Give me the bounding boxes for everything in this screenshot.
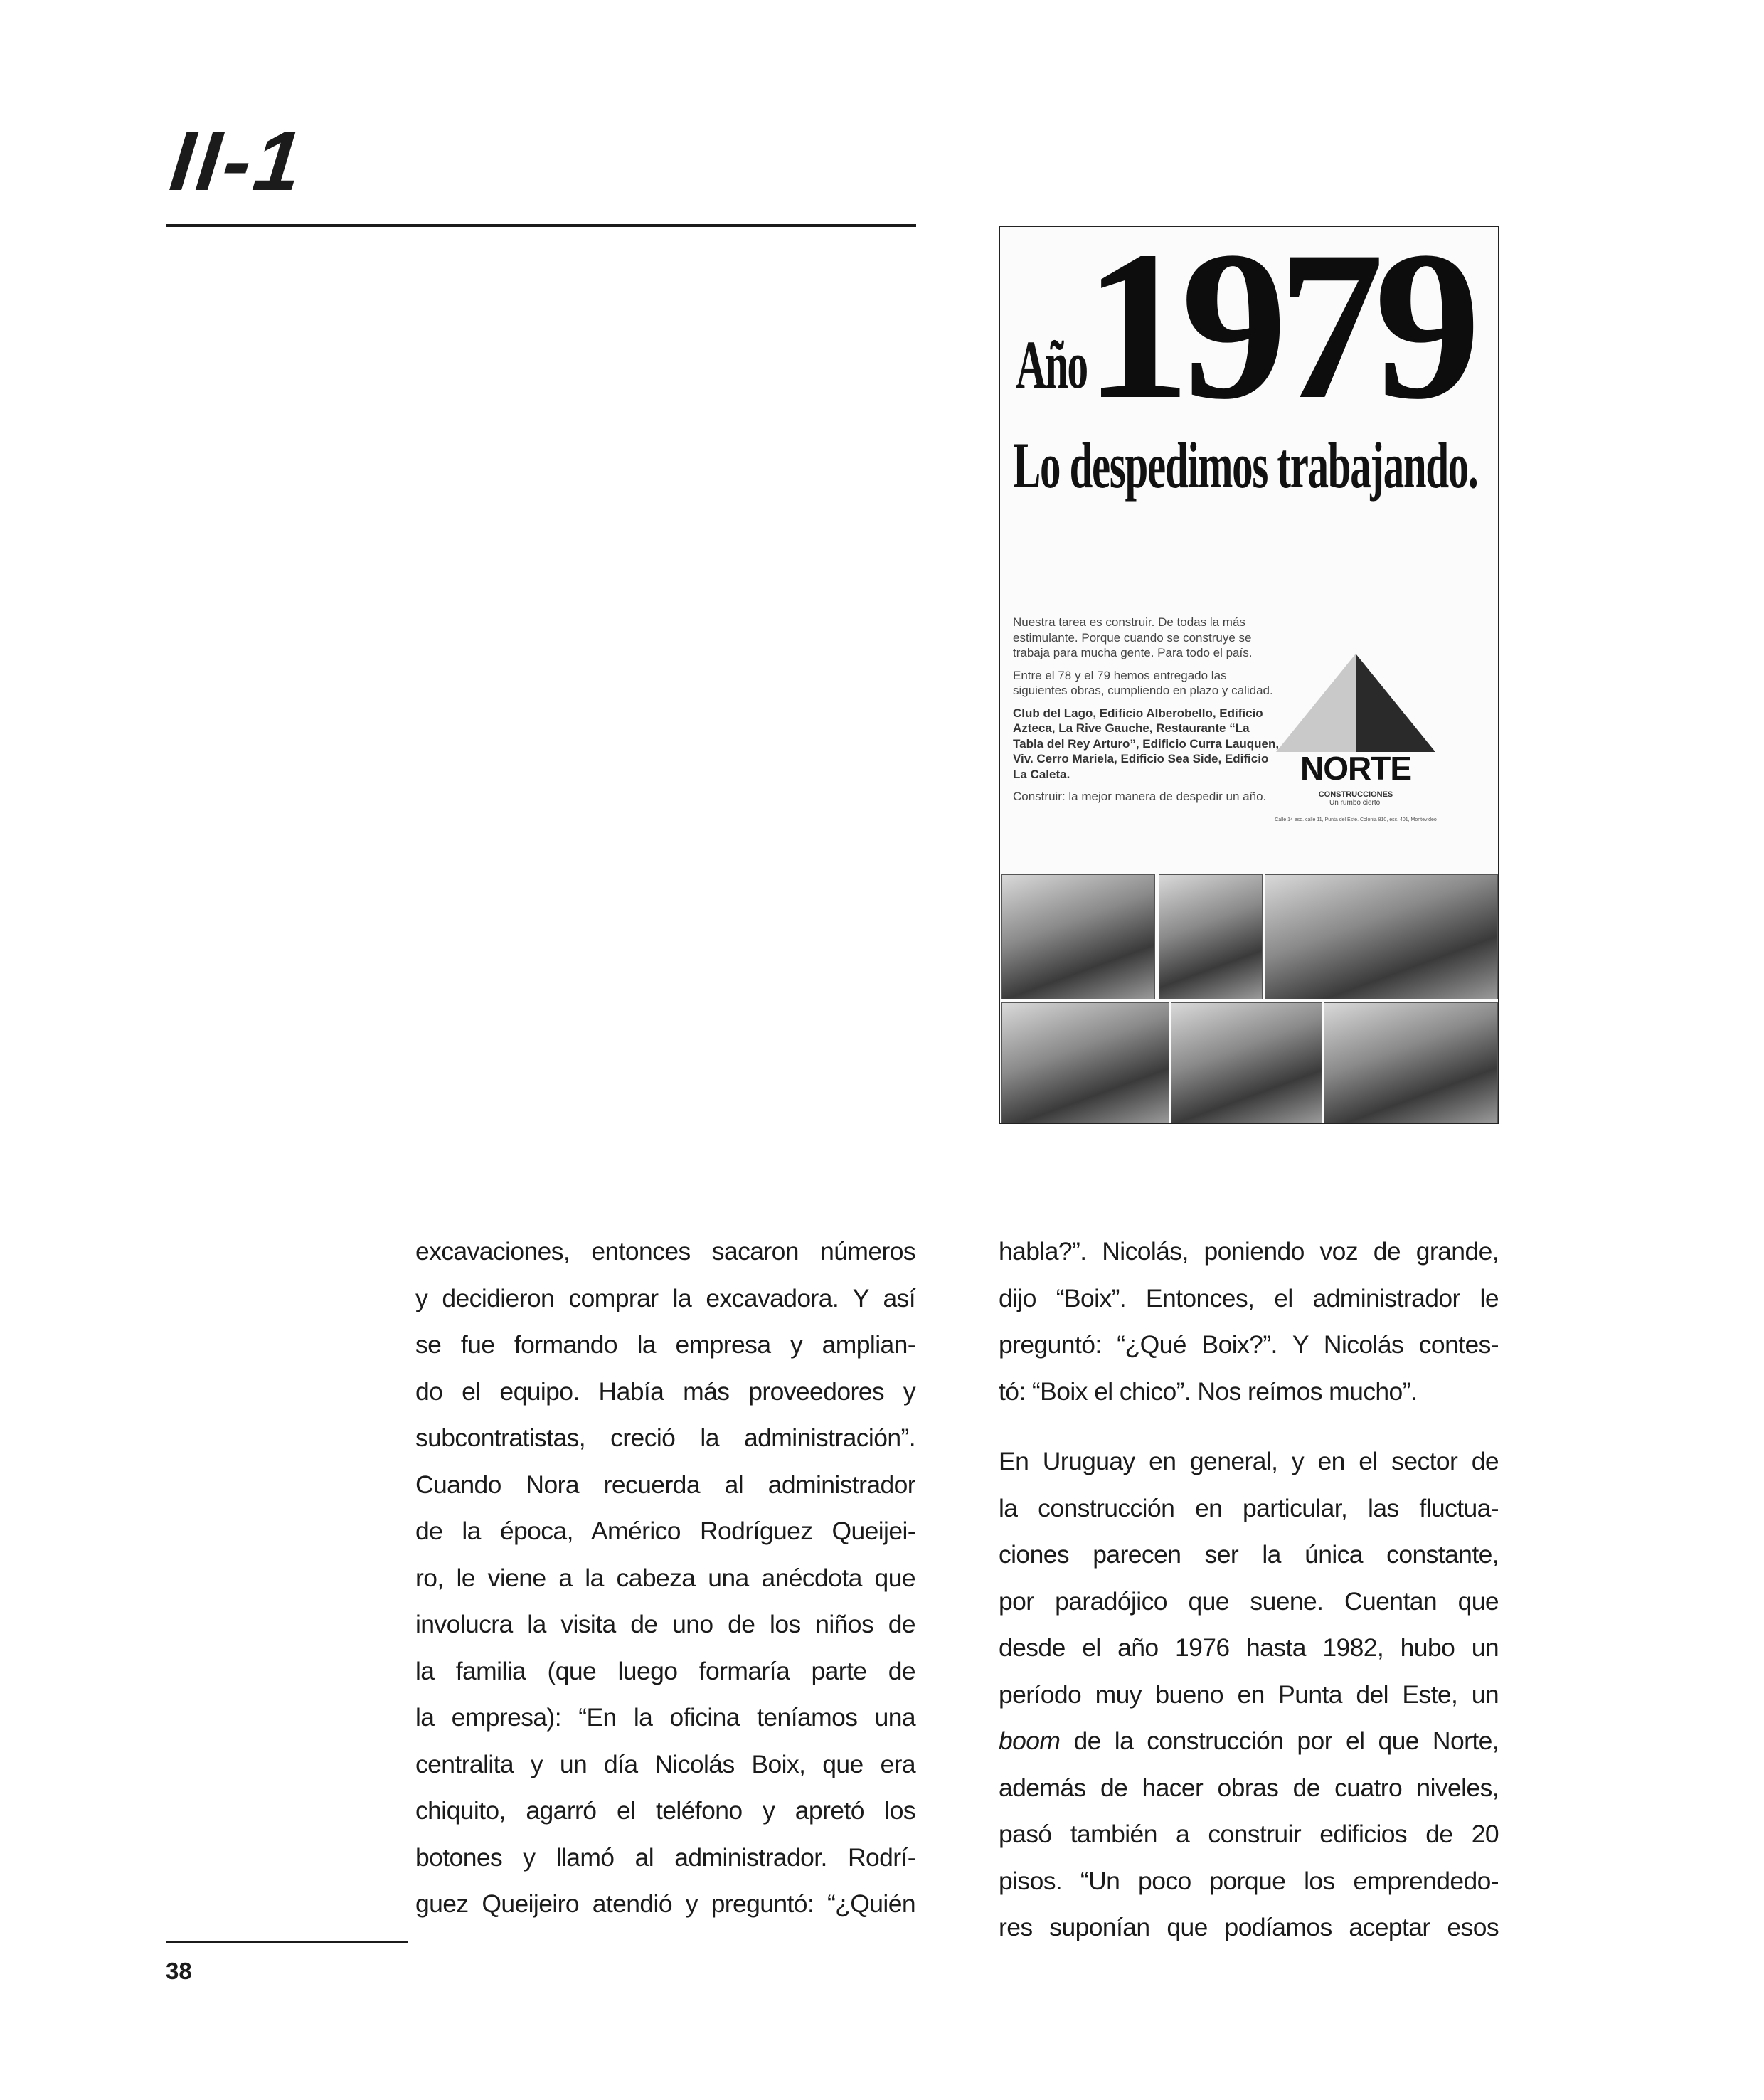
right-text-column <box>999 1229 1499 1951</box>
ad-paragraph: Nuestra tarea es construir. De todas la más estimulante. Porque cuando se construye se trabaja para mucha gente. Para todo el país. <box>1013 615 1253 659</box>
text-line: pisos. “Un poco porque los emprendedo- <box>999 1866 1499 1895</box>
ad-closing: Construir: la mejor manera de despedir un año. <box>1013 790 1267 803</box>
text-line: la familia (que luego formaría parte de <box>415 1656 915 1685</box>
left-text-column <box>415 1229 915 1928</box>
text-line: ro, le viene a la cabeza una anécdota que <box>415 1563 915 1592</box>
building-photo <box>1171 1002 1322 1123</box>
text-line: do el equipo. Había más proveedores y <box>415 1377 915 1406</box>
ad-works-list: Club del Lago, Edificio Alberobello, Edificio Azteca, La Rive Gauche, Restaurante “La Tabla del Rey Arturo”, Edificio Curra Lauquen, Viv. Cerro Mariela, Edificio Sea Side, Edificio La Caleta. <box>1013 706 1280 781</box>
text-line: por paradójico que suene. Cuentan que <box>999 1586 1499 1616</box>
building-photo <box>1001 1002 1169 1123</box>
logo-tagline: Un rumbo cierto. <box>1329 799 1382 807</box>
ad-year: 1979 <box>1084 226 1471 443</box>
text-line: botones y llamó al administrador. Rodrí- <box>415 1842 915 1872</box>
text-line: habla?”. Nicolás, poniendo voz de grande, <box>999 1237 1499 1266</box>
logo-subtitle: CONSTRUCCIONES <box>1318 790 1393 799</box>
page-number: 38 <box>166 1958 192 1984</box>
text-line: excavaciones, entonces sacaron números <box>415 1237 915 1266</box>
ad-headline: Lo despedimos trabajando. <box>1013 429 1478 502</box>
text-line: período muy bueno en Punta del Este, un <box>999 1680 1499 1709</box>
text-line: centralita y un día Nicolás Boix, que era <box>415 1749 915 1778</box>
paragraph <box>999 1229 1499 1415</box>
text-line: dijo “Boix”. Entonces, el administrador le <box>999 1283 1499 1312</box>
header-rule <box>166 224 916 227</box>
text-line: Cuando Nora recuerda al administrador <box>415 1470 915 1499</box>
text-line: guez Queijeiro atendió y preguntó: “¿Quién <box>415 1889 915 1918</box>
text-line: boom de la construcción por el que Norte, <box>999 1727 1499 1755</box>
text-line: subcontratistas, creció la administración”. <box>415 1423 915 1452</box>
ad-ano: Año <box>1016 327 1088 403</box>
ad-paragraph: Entre el 78 y el 79 hemos entregado las siguientes obras, cumpliendo en plazo y calidad. <box>1013 668 1273 697</box>
text-line: involucra la visita de uno de los niños de <box>415 1610 915 1638</box>
advertisement-image <box>999 226 1499 1124</box>
text-line: tó: “Boix el chico”. Nos reímos mucho”. <box>999 1377 1418 1406</box>
text-line: además de hacer obras de cuatro niveles, <box>999 1773 1499 1802</box>
triangle-logo-icon <box>1269 652 1442 753</box>
logo-name: NORTE <box>1300 750 1411 787</box>
logo-address: Calle 14 esq. calle 11, Punta del Este. Colonia 810, esc. 401, Montevideo <box>1275 817 1437 822</box>
norte-logo <box>1263 652 1448 824</box>
building-photo <box>1265 874 1498 999</box>
text-line: la construcción en particular, las fluctua- <box>999 1493 1499 1522</box>
ad-body <box>1013 615 1283 812</box>
section-title: II-1 <box>166 115 309 208</box>
text-line: de la época, Américo Rodríguez Queijei- <box>415 1517 915 1545</box>
text-line: En Uruguay en general, y en el sector de <box>999 1447 1499 1475</box>
building-photo <box>1159 874 1263 999</box>
text-line: preguntó: “¿Qué Boix?”. Y Nicolás contes- <box>999 1330 1499 1359</box>
text-line: y decidieron comprar la excavadora. Y así <box>415 1283 915 1312</box>
building-photo <box>1324 1002 1498 1123</box>
text-line: ciones parecen ser la única constante, <box>999 1540 1499 1569</box>
paragraph <box>999 1438 1499 1951</box>
text-line: desde el año 1976 hasta 1982, hubo un <box>999 1633 1499 1662</box>
text-line: la empresa): “En la oficina teníamos una <box>415 1703 915 1732</box>
footer-rule <box>166 1941 408 1943</box>
text-line: se fue formando la empresa y amplian- <box>415 1330 915 1359</box>
text-line: pasó también a construir edificios de 20 <box>999 1820 1499 1848</box>
paragraph <box>415 1229 915 1928</box>
building-photo <box>1001 874 1155 999</box>
text-line: chiquito, agarró el teléfono y apretó los <box>415 1796 915 1825</box>
text-line: res suponían que podíamos aceptar esos <box>999 1913 1499 1941</box>
